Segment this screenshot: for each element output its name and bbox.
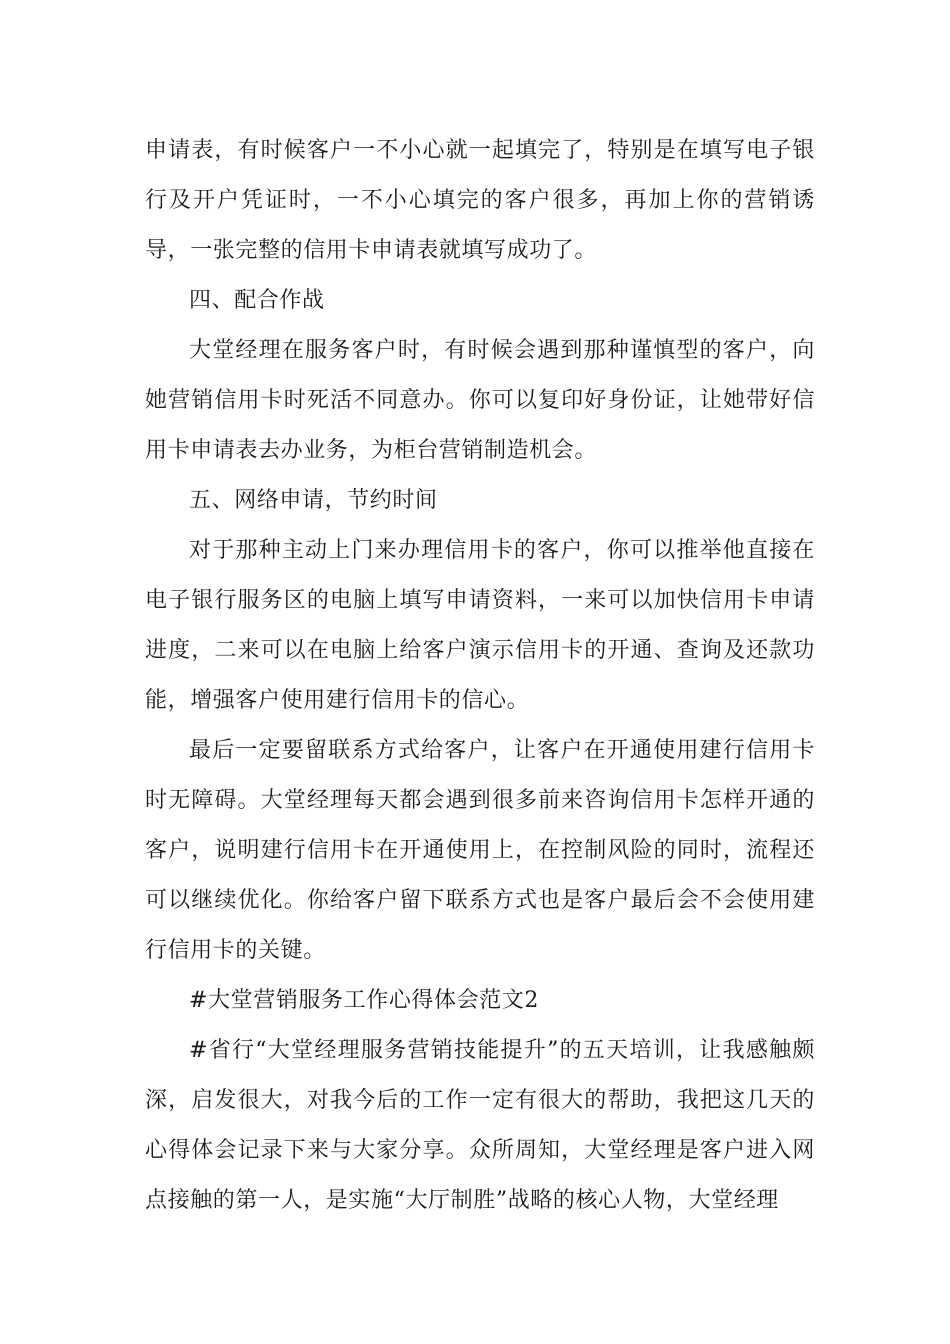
paragraph-application-form: 申请表，有时候客户一不小心就一起填完了，特别是在填写电子银行及开户凭证时，一不小心填完的客户很多，再加上你的营销诱导，一张完整的信用卡申请表就填写成功了。: [145, 138, 815, 263]
paragraph-training-experience: #省行“大堂经理服务营销技能提升”的五天培训，让我感触颇深，启发很大，对我今后的工作一定有很大的帮助，我把这几天的心得体会记录下来与大家分享。众所周知，大堂经理是客户进入网点接触的第一人，是实施“大厅制胜”战略的核心人物，大堂经理: [145, 1038, 815, 1213]
section-heading-cooperation: 四、配合作战: [189, 288, 325, 313]
paragraph-online-application: 对于那种主动上门来办理信用卡的客户，你可以推举他直接在电子银行服务区的电脑上填写申请资料，一来可以加快信用卡申请进度，二来可以在电脑上给客户演示信用卡的开通、查询及还款功能，增强客户使用建行信用卡的信心。: [145, 538, 815, 713]
document-body: [145, 126, 815, 1226]
section-heading-sample-2: #大堂营销服务工作心得体会范文2: [189, 988, 540, 1013]
paragraph-contact-info: 最后一定要留联系方式给客户，让客户在开通使用建行信用卡时无障碍。大堂经理每天都会遇到很多前来咨询信用卡怎样开通的客户，说明建行信用卡在开通使用上，在控制风险的同时，流程还可以继续优化。你给客户留下联系方式也是客户最后会不会使用建行信用卡的关键。: [145, 738, 815, 963]
paragraph-cautious-customer: 大堂经理在服务客户时，有时候会遇到那种谨慎型的客户，向她营销信用卡时死活不同意办。你可以复印好身份证，让她带好信用卡申请表去办业务，为柜台营销制造机会。: [145, 338, 815, 463]
section-heading-online-application: 五、网络申请，节约时间: [189, 488, 438, 513]
